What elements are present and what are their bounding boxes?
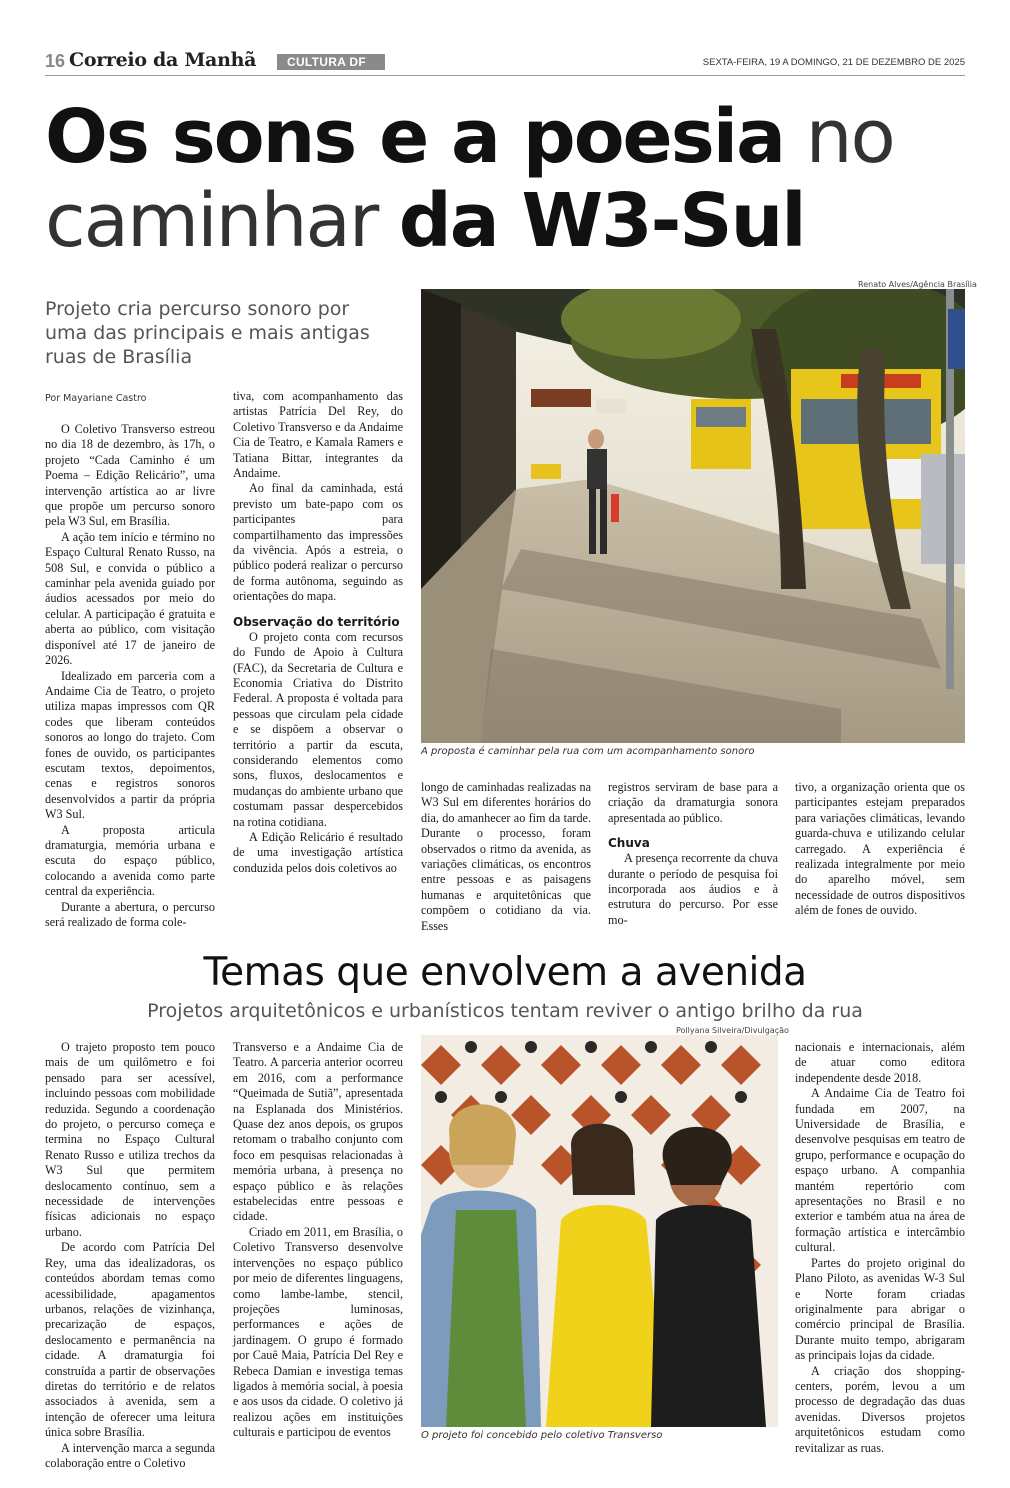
- photo-caption: A proposta é caminhar pela rua com um acompanhamento sonoro: [421, 746, 755, 757]
- paragraph: A proposta articula dramaturgia, memória urbana e escuta do espaço público, colocando a avenida como parte central da experiência.: [45, 822, 215, 899]
- street-photo: [421, 289, 965, 743]
- photo-credit: Renato Alves/Agência Brasília: [858, 280, 977, 289]
- publication-date: SEXTA-FEIRA, 19 A DOMINGO, 21 DE DEZEMBRO DE 2025: [702, 57, 965, 68]
- paragraph: A Andaime Cia de Teatro foi fundada em 2007, na Universidade de Brasília, e desenvolve pesquisas em teatro de grupo, performance e ocupação do espaço urbano. A companhia mantém repertório com apresentações no Brasil e no exterior e também atua na área de formação artística e intercâmbio cultural.: [795, 1086, 965, 1255]
- article-column-3: [421, 780, 591, 934]
- article-subtitle: Chuva: [608, 836, 650, 851]
- newspaper-logo: Correio da Manhã: [69, 49, 257, 71]
- paragraph: A intervenção marca a segunda colaboração entre o Coletivo: [45, 1440, 215, 1470]
- paragraph: tiva, com acompanhamento das artistas Patrícia Del Rey, do Coletivo Transverso e da Andaime Cia de Teatro, e Kamala Ramers e Tatiana Bittar, integrantes da Andaime.: [233, 389, 403, 481]
- headline-light-part: caminhar: [45, 178, 378, 264]
- article-subhead: Projeto cria percurso sonoro por uma das principais e mais antigas ruas de Brasília: [45, 298, 370, 368]
- article-column-1: [45, 422, 215, 930]
- photo-credit: Pollyana Silveira/Divulgação: [676, 1026, 789, 1035]
- article2-headline: Temas que envolvem a avenida: [203, 950, 807, 995]
- page-number: 16: [45, 51, 66, 71]
- article2-column-3: [795, 1040, 965, 1456]
- artists-image: [421, 1035, 778, 1427]
- paragraph: longo de caminhadas realizadas na W3 Sul em diferentes horários do dia, do amanhecer ao fim da tarde. Durante o processo, foram observados o ritmo da avenida, as variações climáticas, os encontros entre pessoas e as paisagens humanas e arquitetônicas que compõem o cotidiano da via. Esses: [421, 780, 591, 933]
- street-scene-image: [421, 289, 965, 743]
- headline-bold-part: Os sons e a poesia: [45, 94, 785, 180]
- article2-column-2: [233, 1040, 403, 1441]
- paragraph: registros serviram de base para a criação da dramaturgia sonora apresentada ao público.: [608, 780, 778, 825]
- article-subtitle: Observação do território: [233, 614, 400, 629]
- article2-column-1: [45, 1040, 215, 1471]
- paragraph: A ação tem início e término no Espaço Cultural Renato Russo, na 508 Sul, e convida o público a caminhar pela avenida guiado por áudios acessados por meio do celular. A participação é gratuita e aberta ao público, com visitação disponível até 17 de janeiro de 2026.: [45, 529, 215, 668]
- paragraph: Partes do projeto original do Plano Piloto, as avenidas W-3 Sul e Norte foram criadas originalmente para abrigar o comércio principal de Brasília. Durante muito tempo, abrigaram as principais lojas da cidade.: [795, 1255, 965, 1363]
- article-headline: [45, 95, 985, 263]
- paragraph: O Coletivo Transverso estreou no dia 18 de dezembro, às 17h, o projeto “Cada Caminho é um Poema – Edição Relicário”, uma intervenção artística ao ar livre que propõe um percurso sonoro pela W3 Sul, em Brasília.: [45, 422, 215, 529]
- paragraph: De acordo com Patrícia Del Rey, uma das idealizadoras, os conteúdos abordam temas como acessibilidade, apagamentos urbanos, relações de vizinhança, precarização de espaços, deslocamento e permanência na cidade. A dramaturgia foi construída a partir de observações diretas do território e de relatos associados à avenida, sem a intenção de oferecer uma leitura única sobre Brasília.: [45, 1240, 215, 1440]
- section-tag: CULTURA DF: [277, 54, 385, 70]
- page-header: [45, 50, 965, 76]
- paragraph: Idealizado em parceria com a Andaime Cia de Teatro, o projeto utiliza mapas impressos com QR codes que liberam conteúdos sonoros ao longo do trajeto. Com fones de ouvido, os participantes escutam textos, depoimentos, cenas e registros sonoros desenvolvidos a partir da própria W3 Sul.: [45, 668, 215, 822]
- group-photo: [421, 1035, 778, 1427]
- article-byline: Por Mayariane Castro: [45, 393, 147, 404]
- paragraph: A criação dos shopping-centers, porém, levou a um processo de degradação das duas avenidas. Diversos projetos arquitetônicos estudam como revitalizar as ruas.: [795, 1363, 965, 1455]
- paragraph: Transverso e a Andaime Cia de Teatro. A parceria anterior ocorreu em 2016, com a performance “Queimada de Sutiã”, apresentada na Esplanada dos Ministérios. Quase dez anos depois, os grupos retomam o trabalho conjunto com foco em pesquisas relacionadas à memória urbana, à presença no espaço público e às relações estabelecidas entre pessoas e cidade.: [233, 1040, 403, 1224]
- paragraph: O trajeto proposto tem pouco mais de um quilômetro e foi pensado para ser acessível, incluindo pessoas com mobilidade reduzida. Segundo a coordenação do projeto, o percurso começa e termina no Espaço Cultural Renato Russo e utiliza trechos da W3 Sul que permitem deslocamento contínuo, sem a necessidade de intervenções físicas adicionais no espaço urbano.: [45, 1040, 215, 1239]
- paragraph: Ao final da caminhada, está previsto um bate-papo com os participantes para compartilhamento das impressões da vivência. Após a estreia, o público poderá realizar o percurso de forma autônoma, seguindo as orientações do mapa.: [233, 481, 403, 604]
- paragraph: A Edição Relicário é resultado de uma investigação artística conduzida pelos dois coletivos ao: [233, 829, 403, 875]
- paragraph: Durante a abertura, o percurso será realizado de forma cole-: [45, 899, 215, 929]
- article-column-2: [233, 389, 403, 876]
- paragraph: tivo, a organização orienta que os participantes estejam preparados para variações climáticas, levando guarda-chuva e utilizando celular carregado. A experiência é realizada integralmente por meio do aparelho móvel, sem necessidade de outros dispositivos além de fones de ouvido.: [795, 780, 965, 918]
- headline-bold-part: da W3-Sul: [398, 178, 805, 264]
- paragraph: nacionais e internacionais, além de atuar como editora independente desde 2018.: [795, 1040, 965, 1085]
- paragraph: O projeto conta com recursos do Fundo de Apoio à Cultura (FAC), da Secretaria de Cultura e Economia Criativa do Distrito Federal. A proposta é voltada para pessoas que circulam pela cidade e se dispõem a observar o território a partir da escuta, considerando elementos como sons, fluxos, deslocamentos e mudanças do ambiente urbano que costumam passar despercebidos na rotina cotidiana.: [233, 629, 403, 829]
- photo-caption: O projeto foi concebido pelo coletivo Transverso: [421, 1430, 663, 1441]
- paragraph: A presença recorrente da chuva durante o período de pesquisa foi incorporada aos áudios e à estrutura do percurso. Por esse mo-: [608, 851, 778, 927]
- headline-light-part: no: [805, 94, 894, 180]
- article-column-4: [608, 780, 778, 928]
- paragraph: Criado em 2011, em Brasília, o Coletivo Transverso desenvolve intervenções no espaço público por meio de diferentes linguagens, como lambe-lambe, stencil, projeções luminosas, performances e ações de jardinagem. O grupo é formado por Cauê Maia, Patrícia Del Rey e Rebeca Damian e investiga temas ligados à memória social, à poesia e aos usos da cidade. O coletivo já realizou ações em instituições culturais e participou de eventos: [233, 1224, 403, 1440]
- article-column-5: [795, 780, 965, 919]
- article2-subhead: Projetos arquitetônicos e urbanísticos tentam reviver o antigo brilho da rua: [147, 1000, 863, 1022]
